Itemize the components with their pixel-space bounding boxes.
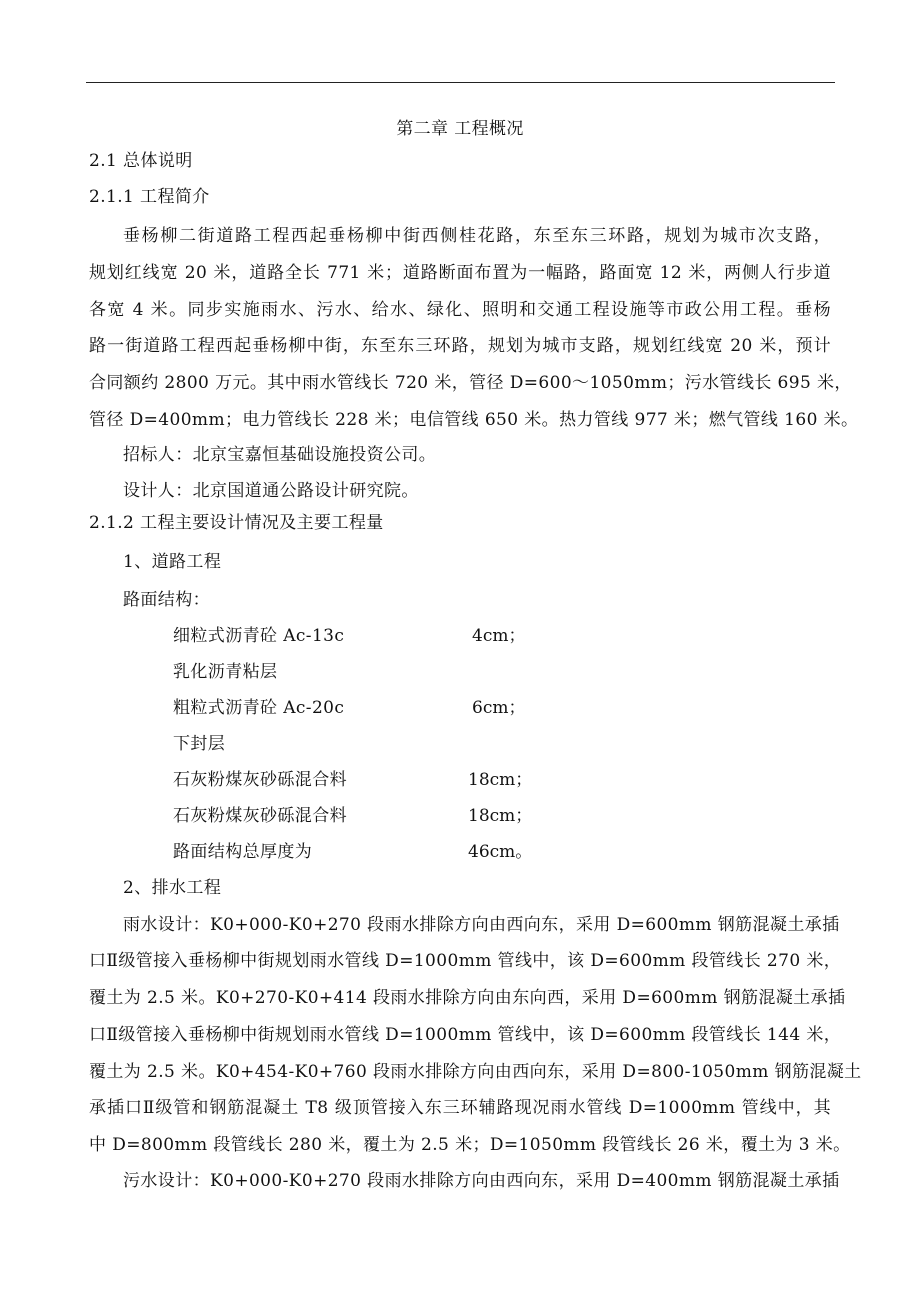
section-2-1-1-heading: 2.1.1 工程简介 bbox=[89, 187, 210, 207]
section-2-1-2-heading: 2.1.2 工程主要设计情况及主要工程量 bbox=[89, 513, 384, 533]
layer-thickness: 46cm。 bbox=[468, 842, 533, 862]
layer-name: 石灰粉煤灰砂砾混合料 bbox=[173, 806, 347, 826]
layer-thickness: 6cm； bbox=[472, 698, 526, 718]
intro-line-5: 合同额约 2800 万元。其中雨水管线长 720 米，管径 D=600～1050mm；污水管线长 695 米， bbox=[89, 373, 852, 393]
sewage-line-1: 污水设计：K0+000-K0+270 段雨水排除方向由西向东，采用 D=400mm 钢筋混凝土承插 bbox=[123, 1171, 840, 1191]
intro-line-6: 管径 D=400mm；电力管线长 228 米；电信管线 650 米。热力管线 977 米；燃气管线 160 米。 bbox=[89, 410, 859, 430]
intro-line-2: 规划红线宽 20 米，道路全长 771 米；道路断面布置为一幅路，路面宽 12 米，两侧人行步道 bbox=[89, 263, 831, 283]
rain-line-1: 雨水设计：K0+000-K0+270 段雨水排除方向由西向东，采用 D=600mm 钢筋混凝土承插 bbox=[123, 915, 840, 935]
rain-line-3: 覆土为 2.5 米。K0+270-K0+414 段雨水排除方向由东向西，采用 D=600mm 钢筋混凝土承插 bbox=[89, 988, 846, 1008]
header-rule bbox=[86, 82, 835, 83]
layer-thickness: 4cm； bbox=[472, 626, 526, 646]
rain-line-5: 覆土为 2.5 米。K0+454-K0+760 段雨水排除方向由西向东，采用 D=800-1050mm 钢筋混凝土 bbox=[89, 1062, 862, 1082]
layer-thickness: 18cm； bbox=[468, 770, 533, 790]
intro-line-3: 各宽 4 米。同步实施雨水、污水、给水、绿化、照明和交通工程设施等市政公用工程。垂杨 bbox=[89, 300, 831, 320]
layer-name: 路面结构总厚度为 bbox=[173, 842, 313, 862]
rain-line-7: 中 D=800mm 段管线长 280 米，覆土为 2.5 米；D=1050mm 段管线长 26 米，覆土为 3 米。 bbox=[89, 1135, 851, 1155]
layer-name: 石灰粉煤灰砂砾混合料 bbox=[173, 770, 347, 790]
designer-text: 设计人：北京国道通公路设计研究院。 bbox=[123, 481, 419, 501]
rain-line-2: 口Ⅱ级管接入垂杨柳中街规划雨水管线 D=1000mm 管线中，该 D=600mm 段管线长 270 米， bbox=[89, 951, 842, 971]
section-2-1-heading: 2.1 总体说明 bbox=[89, 151, 193, 171]
rain-line-6: 承插口Ⅱ级管和钢筋混凝土 T8 级顶管接入东三环辅路现况雨水管线 D=1000mm 管线中，其 bbox=[89, 1098, 831, 1118]
pavement-label: 路面结构： bbox=[123, 590, 210, 610]
road-heading: 1、道路工程 bbox=[123, 552, 222, 572]
layer-name: 粗粒式沥青砼 Ac-20c bbox=[173, 698, 345, 718]
drainage-heading: 2、排水工程 bbox=[123, 878, 222, 898]
intro-line-1: 垂杨柳二街道路工程西起垂杨柳中街西侧桂花路，东至东三环路，规划为城市次支路， bbox=[123, 226, 831, 246]
layer-thickness: 18cm； bbox=[468, 806, 533, 826]
intro-line-4: 路一街道路工程西起垂杨柳中街，东至东三环路，规划为城市支路，规划红线宽 20 米，预计 bbox=[89, 336, 831, 356]
rain-line-4: 口Ⅱ级管接入垂杨柳中街规划雨水管线 D=1000mm 管线中，该 D=600mm 段管线长 144 米， bbox=[89, 1025, 842, 1045]
chapter-title: 第二章 工程概况 bbox=[396, 119, 524, 139]
layer-name: 细粒式沥青砼 Ac-13c bbox=[173, 626, 345, 646]
layer-name: 乳化沥青粘层 bbox=[173, 662, 278, 682]
layer-name: 下封层 bbox=[173, 734, 226, 754]
tenderer-text: 招标人：北京宝嘉恒基础设施投资公司。 bbox=[123, 445, 437, 465]
